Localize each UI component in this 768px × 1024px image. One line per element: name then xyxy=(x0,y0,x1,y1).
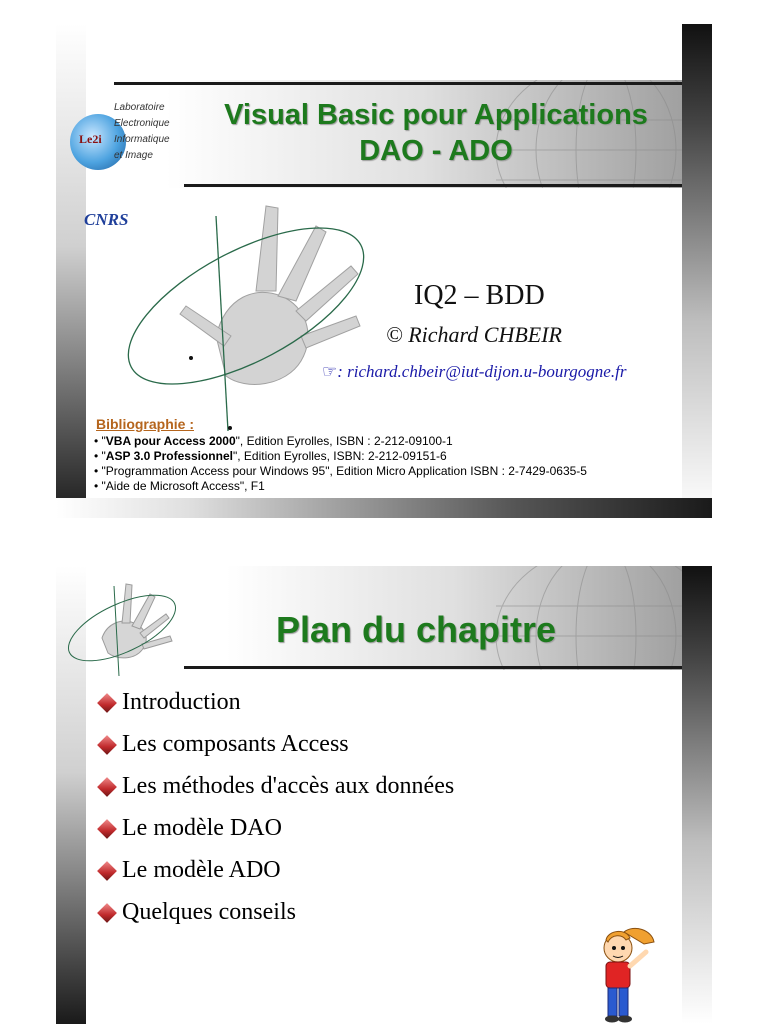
pointing-hand-icon: ☞ xyxy=(322,362,338,381)
header-bottom-rule xyxy=(184,184,682,187)
cnrs-logo: CNRS xyxy=(84,210,129,229)
outline-item-6: Quelques conseils xyxy=(100,898,296,927)
diamond-bullet-icon xyxy=(97,903,117,923)
right-gradient-bar xyxy=(682,24,712,518)
hand-sketch-icon xyxy=(106,196,366,436)
author-copyright: © Richard CHBEIR xyxy=(386,322,562,347)
cartoon-character-icon xyxy=(596,926,658,1024)
outline-item-4: Le modèle DAO xyxy=(100,814,282,843)
header-bottom-rule xyxy=(184,666,682,669)
outline-item-3: Les méthodes d'accès aux données xyxy=(100,772,454,801)
slide-title xyxy=(56,24,712,518)
bottom-gradient-bar xyxy=(56,498,712,518)
outline-item-1: Introduction xyxy=(100,688,241,717)
slide-title: Plan du chapitre xyxy=(275,609,557,650)
diamond-bullet-icon xyxy=(97,819,117,839)
bibliography-item-4: • "Aide de Microsoft Access", F1 xyxy=(94,479,265,493)
outline-item-2: Les composants Access xyxy=(100,730,349,759)
email-text: : richard.chbeir@iut-dijon.u-bourgogne.fr xyxy=(337,362,627,381)
bibliography-heading: Bibliographie : xyxy=(96,416,194,432)
le2i-logo-badge: Le2i xyxy=(79,132,102,146)
diamond-bullet-icon xyxy=(97,693,117,713)
author-email[interactable] xyxy=(322,362,626,382)
course-code: IQ2 – BDD xyxy=(414,280,545,311)
header-top-rule xyxy=(114,82,682,85)
right-gradient-bar xyxy=(682,566,712,1024)
slide-outline xyxy=(56,566,712,1024)
lab-logo-line-1: Laboratoire xyxy=(114,102,165,113)
diamond-bullet-icon xyxy=(97,777,117,797)
lab-logo-line-2: Electronique xyxy=(114,118,170,129)
left-gradient-bar xyxy=(56,24,86,518)
outline-item-5: Le modèle ADO xyxy=(100,856,281,885)
diamond-bullet-icon xyxy=(97,735,117,755)
header-background xyxy=(166,80,682,188)
bibliography-item-2: • "ASP 3.0 Professionnel", Edition Eyrolles, ISBN: 2-212-09151-6 xyxy=(94,449,447,463)
bibliography-item-3: • "Programmation Access pour Windows 95", Edition Micro Application ISBN : 2-7429-0635-5 xyxy=(94,464,587,478)
hand-sketch-icon xyxy=(62,578,182,678)
slide-title-line-2: DAO - ADO xyxy=(359,135,513,167)
lab-logo-line-4: et Image xyxy=(114,150,153,161)
globe-decoration-icon xyxy=(166,80,682,188)
slide-title-line-1: Visual Basic pour Applications xyxy=(224,99,648,131)
bibliography-item-1: • "VBA pour Access 2000", Edition Eyrolles, ISBN : 2-212-09100-1 xyxy=(94,434,453,448)
diamond-bullet-icon xyxy=(97,861,117,881)
lab-logo-line-3: Informatique xyxy=(114,134,170,145)
